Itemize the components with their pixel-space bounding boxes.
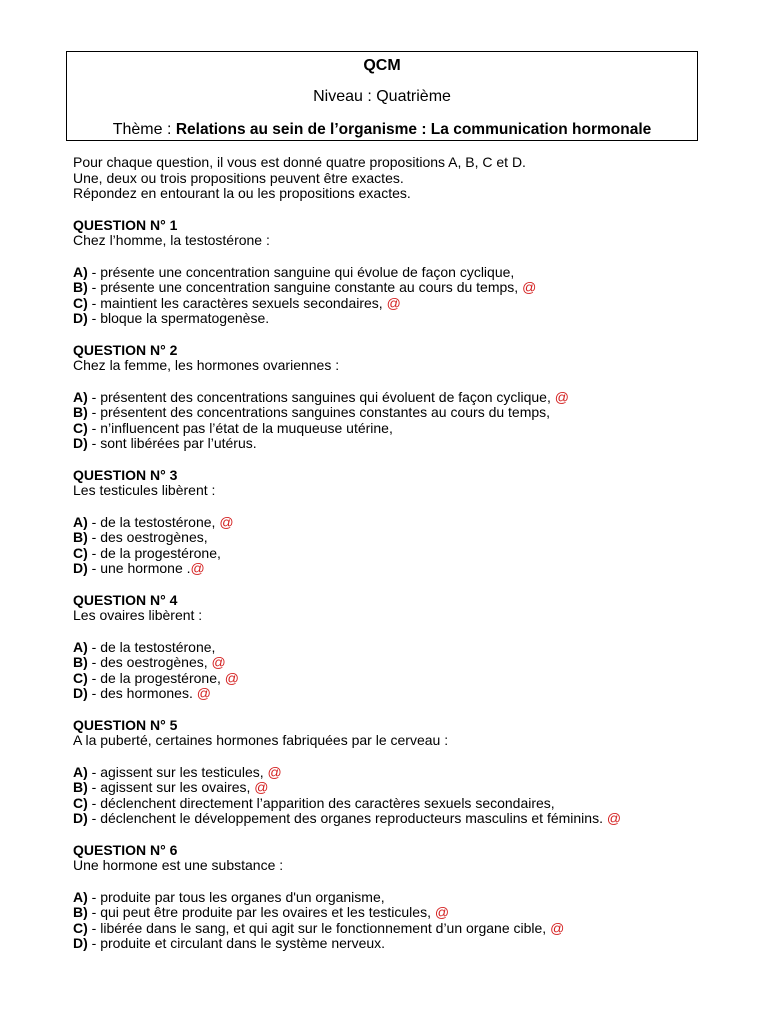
option-text: - une hormone . xyxy=(87,560,191,576)
option-text: - libérée dans le sang, et qui agit sur le fonctionnement d’un organe cible, xyxy=(87,919,551,936)
header-box xyxy=(66,51,698,141)
option-letter: D) xyxy=(73,310,88,326)
answer-option[interactable] xyxy=(73,655,743,671)
answer-option[interactable] xyxy=(73,936,743,952)
question-prompt: Une hormone est une substance : xyxy=(73,857,284,873)
answer-option[interactable] xyxy=(73,765,743,781)
option-letter: A) xyxy=(73,388,88,405)
option-text: - présente une concentration sanguine constante au cours du temps, xyxy=(87,279,523,295)
answer-option[interactable] xyxy=(73,265,743,281)
theme-line xyxy=(67,121,697,139)
answer-option[interactable] xyxy=(73,421,743,437)
option-text: - déclenchent le développement des organes reproducteurs masculins et féminins. xyxy=(87,810,607,826)
option-letter: B) xyxy=(73,529,88,545)
answer-option[interactable] xyxy=(73,390,743,406)
answer-option[interactable] xyxy=(73,921,743,937)
option-text: - déclenchent directement l’apparition des caractères sexuels secondaires, xyxy=(87,794,555,811)
option-text: - sont libérées par l’utérus. xyxy=(87,435,257,451)
option-letter: C) xyxy=(73,919,88,936)
option-text: - qui peut être produite par les ovaires et les testicules, xyxy=(87,904,435,920)
correct-answer-mark: @ xyxy=(554,388,569,405)
correct-answer-mark: @ xyxy=(196,685,211,701)
option-letter: D) xyxy=(73,685,88,701)
correct-answer-mark: @ xyxy=(434,904,450,920)
option-letter: C) xyxy=(73,294,88,311)
option-letter: A) xyxy=(73,888,88,905)
option-letter: A) xyxy=(73,513,88,530)
correct-answer-mark: @ xyxy=(224,669,239,686)
question-title: QUESTION N° 3 xyxy=(73,466,178,483)
instruction-line: Pour chaque question, il vous est donné quatre propositions A, B, C et D. xyxy=(73,154,526,170)
option-letter: A) xyxy=(73,263,88,280)
correct-answer-mark: @ xyxy=(254,779,269,795)
question-title: QUESTION N° 2 xyxy=(73,341,178,358)
correct-answer-mark: @ xyxy=(522,279,537,295)
question-title: QUESTION N° 5 xyxy=(73,716,178,733)
option-letter: C) xyxy=(73,669,88,686)
option-letter: D) xyxy=(73,560,88,576)
answer-option[interactable] xyxy=(73,811,743,827)
question-block xyxy=(73,218,743,327)
correct-answer-mark: @ xyxy=(219,513,234,530)
instruction-line: Une, deux ou trois propositions peuvent être exactes. xyxy=(73,169,404,186)
answer-option[interactable] xyxy=(73,671,743,687)
question-block xyxy=(73,718,743,827)
question-block xyxy=(73,843,743,952)
option-text: - agissent sur les ovaires, xyxy=(87,779,255,795)
option-text: - agissent sur les testicules, xyxy=(87,763,268,780)
correct-answer-mark: @ xyxy=(190,560,205,576)
option-text: - n’influencent pas l’état de la muqueuse utérine, xyxy=(87,419,393,436)
answer-option[interactable] xyxy=(73,515,743,531)
option-text: - de la testostérone, xyxy=(87,513,220,530)
answer-option[interactable] xyxy=(73,780,743,796)
question-block xyxy=(73,468,743,577)
answer-option[interactable] xyxy=(73,530,743,546)
option-letter: B) xyxy=(73,279,88,295)
question-prompt: Chez la femme, les hormones ovariennes : xyxy=(73,357,340,373)
option-text: - bloque la spermatogenèse. xyxy=(87,310,270,326)
answer-option[interactable] xyxy=(73,905,743,921)
answer-option[interactable] xyxy=(73,405,743,421)
question-title: QUESTION N° 4 xyxy=(73,591,178,608)
option-text: - présentent des concentrations sanguines constantes au cours du temps, xyxy=(87,404,551,420)
answer-option[interactable] xyxy=(73,561,743,577)
answer-option[interactable] xyxy=(73,311,743,327)
option-text: - maintient les caractères sexuels secondaires, xyxy=(87,294,387,311)
correct-answer-mark: @ xyxy=(550,919,565,936)
correct-answer-mark: @ xyxy=(267,763,282,780)
option-letter: B) xyxy=(73,654,88,670)
correct-answer-mark: @ xyxy=(211,654,226,670)
question-title: QUESTION N° 6 xyxy=(73,841,178,858)
option-text: - des oestrogènes, xyxy=(87,654,212,670)
answer-option[interactable] xyxy=(73,890,743,906)
answer-option[interactable] xyxy=(73,796,743,812)
instruction-line: Répondez en entourant la ou les propositions exactes. xyxy=(73,185,411,201)
option-text: - de la progestérone, xyxy=(87,544,221,561)
option-letter: B) xyxy=(73,779,88,795)
option-letter: A) xyxy=(73,638,88,655)
document-body xyxy=(73,155,743,952)
option-text: - présente une concentration sanguine qui évolue de façon cyclique, xyxy=(87,263,515,280)
option-letter: C) xyxy=(73,544,88,561)
option-letter: C) xyxy=(73,794,88,811)
question-prompt: Les testicules libèrent : xyxy=(73,482,216,498)
option-text: - de la testostérone, xyxy=(87,638,216,655)
option-letter: B) xyxy=(73,404,88,420)
answer-option[interactable] xyxy=(73,640,743,656)
instructions xyxy=(73,155,743,202)
correct-answer-mark: @ xyxy=(606,810,622,826)
question-prompt: A la puberté, certaines hormones fabriquées par le cerveau : xyxy=(73,732,449,748)
option-letter: A) xyxy=(73,763,88,780)
option-letter: C) xyxy=(73,419,88,436)
answer-option[interactable] xyxy=(73,296,743,312)
option-text: - produite par tous les organes d'un organisme, xyxy=(87,888,385,905)
answer-option[interactable] xyxy=(73,686,743,702)
doc-title: QCM xyxy=(363,57,401,74)
question-prompt: Chez l’homme, la testostérone : xyxy=(73,232,270,248)
option-letter: D) xyxy=(73,435,88,451)
question-block xyxy=(73,593,743,702)
option-letter: D) xyxy=(73,810,88,826)
option-text: - présentent des concentrations sanguines qui évoluent de façon cyclique, xyxy=(87,388,555,405)
option-text: - des hormones. xyxy=(87,685,197,701)
level-line: Niveau : Quatrième xyxy=(313,88,451,105)
option-letter: D) xyxy=(73,935,88,951)
option-text: - produite et circulant dans le système nerveux. xyxy=(87,935,386,951)
theme-label: Thème : xyxy=(112,121,176,138)
question-list xyxy=(73,218,743,952)
theme-value: Relations au sein de l’organisme : La communication hormonale xyxy=(175,121,652,138)
answer-option[interactable] xyxy=(73,436,743,452)
question-title: QUESTION N° 1 xyxy=(73,216,178,233)
option-letter: B) xyxy=(73,904,88,920)
answer-option[interactable] xyxy=(73,546,743,562)
correct-answer-mark: @ xyxy=(386,294,401,311)
question-block xyxy=(73,343,743,452)
option-text: - des oestrogènes, xyxy=(87,529,208,545)
question-prompt: Les ovaires libèrent : xyxy=(73,607,203,623)
answer-option[interactable] xyxy=(73,280,743,296)
option-text: - de la progestérone, xyxy=(87,669,225,686)
